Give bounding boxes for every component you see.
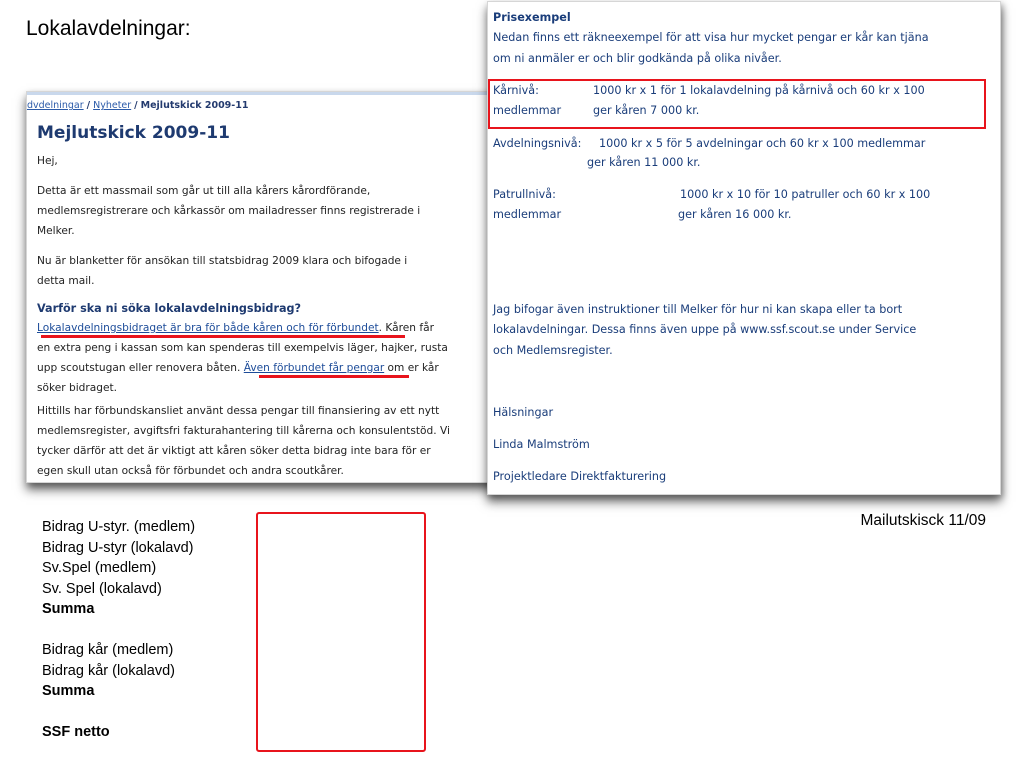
sum-label: Summa xyxy=(42,683,95,699)
paragraph-line: Hittills har förbundskansliet använt dessa pengar till finansiering av ett nytt xyxy=(37,405,440,417)
slide-caption: Mailutskisck 11/09 xyxy=(860,512,986,529)
net-label: SSF netto xyxy=(42,724,110,740)
breadcrumb-separator: / xyxy=(134,100,138,111)
breadcrumb-link-nyheter[interactable]: Nyheter xyxy=(93,100,132,111)
sender-name: Linda Malmström xyxy=(493,438,590,451)
karniva-highlight-box xyxy=(488,79,986,129)
row-label: Bidrag kår (lokalavd) xyxy=(42,663,175,679)
newsletter-paragraph-4 xyxy=(37,401,487,481)
paragraph-line: detta mail. xyxy=(37,275,95,287)
paragraph-line: medlemsregister, avgiftsfri fakturahantering till kårerna och konsulentstöd. Vi xyxy=(37,425,450,437)
link-lokalavdelningsbidrag[interactable]: Lokalavdelningsbidraget är bra för både kåren och för förbundet xyxy=(37,322,379,334)
newsletter-paragraph-1 xyxy=(37,181,487,241)
newsletter-paragraph-2 xyxy=(37,251,487,291)
patrullniva-label-2: medlemmar xyxy=(493,208,562,221)
instructions-line: och Medlemsregister. xyxy=(493,344,613,357)
breadcrumb-link-avdelningar[interactable]: dvdelningar xyxy=(27,100,84,111)
red-underline-annotation xyxy=(259,375,409,378)
instructions-line: lokalavdelningar. Dessa finns även uppe på www.ssf.scout.se under Service xyxy=(493,323,917,336)
paragraph-line: Nu är blanketter för ansökan till statsbidrag 2009 klara och bifogade i xyxy=(37,255,408,267)
intro-line: Nedan finns ett räkneexempel för att visa hur mycket pengar er kår kan tjäna xyxy=(493,31,929,44)
row-label: Bidrag U-styr (lokalavd) xyxy=(42,540,194,556)
column-highlight-box xyxy=(256,512,426,752)
avdelningsniva-line-1: 1000 kr x 5 för 5 avdelningar och 60 kr x 100 medlemmar xyxy=(599,137,926,150)
avdelningsniva-label: Avdelningsnivå: xyxy=(493,137,582,150)
newsletter-paragraph-3 xyxy=(37,318,497,398)
closing-greeting: Hälsningar xyxy=(493,406,554,419)
newsletter-screenshot xyxy=(26,91,498,483)
breadcrumb-separator: / xyxy=(86,100,91,111)
row-label: Bidrag kår (medlem) xyxy=(42,642,174,658)
paragraph-text: upp scoutstugan eller renovera båten. xyxy=(37,362,244,374)
avdelningsniva-line-2: ger kåren 11 000 kr. xyxy=(587,156,701,169)
karniva-label-2: medlemmar xyxy=(493,104,562,117)
instructions-line: Jag bifogar även instruktioner till Melker för hur ni kan skapa eller ta bort xyxy=(493,303,903,316)
sender-role: Projektledare Direktfakturering xyxy=(493,470,667,483)
price-example-screenshot xyxy=(487,1,1001,495)
karniva-line-2: ger kåren 7 000 kr. xyxy=(593,104,700,117)
newsletter-greeting: Hej, xyxy=(37,155,58,167)
karniva-label: Kårnivå: xyxy=(493,84,539,97)
paragraph-line: Detta är ett massmail som går ut till alla kårers kårordförande, xyxy=(37,185,371,197)
breadcrumb xyxy=(27,100,248,111)
patrullniva-label: Patrullnivå: xyxy=(493,188,556,201)
patrullniva-line-2: ger kåren 16 000 kr. xyxy=(678,208,792,221)
row-label: Bidrag U-styr. (medlem) xyxy=(42,519,196,535)
paragraph-line: tycker därför att det är viktigt att kåren söker detta bidrag inte bara för er xyxy=(37,445,431,457)
paragraph-text: om er kår xyxy=(384,362,439,374)
price-example-heading: Prisexempel xyxy=(493,11,571,24)
karniva-line-1: 1000 kr x 1 för 1 lokalavdelning på kårnivå och 60 kr x 100 xyxy=(593,84,925,97)
paragraph-line: Melker. xyxy=(37,225,75,237)
paragraph-line: egen skull utan också för förbundet och andra scoutkårer. xyxy=(37,465,344,477)
newsletter-question-heading: Varför ska ni söka lokalavdelningsbidrag? xyxy=(37,302,302,315)
paragraph-text: . Kåren får xyxy=(378,322,434,334)
paragraph-line: söker bidraget. xyxy=(37,382,118,394)
paragraph-line: medlemsregistrerare och kårkassör om mailadresser finns registrerade i xyxy=(37,205,421,217)
red-underline-annotation xyxy=(41,335,405,338)
link-forbundet-far-pengar[interactable]: Även förbundet får pengar xyxy=(243,362,385,374)
row-label: Sv.Spel (medlem) xyxy=(42,560,157,576)
slide-title: Lokalavdelningar: xyxy=(26,17,191,40)
row-label: Sv. Spel (lokalavd) xyxy=(42,581,162,597)
intro-line: om ni anmäler er och blir godkända på olika nivåer. xyxy=(493,52,782,65)
sum-label: Summa xyxy=(42,601,95,617)
patrullniva-line-1: 1000 kr x 10 för 10 patruller och 60 kr x 100 xyxy=(680,188,931,201)
top-divider xyxy=(27,92,497,95)
newsletter-title: Mejlutskick 2009-11 xyxy=(37,123,230,143)
breadcrumb-current: Mejlutskick 2009-11 xyxy=(140,100,249,111)
paragraph-line: en extra peng i kassan som kan spenderas till exempelvis läger, hajker, rusta xyxy=(37,342,448,354)
